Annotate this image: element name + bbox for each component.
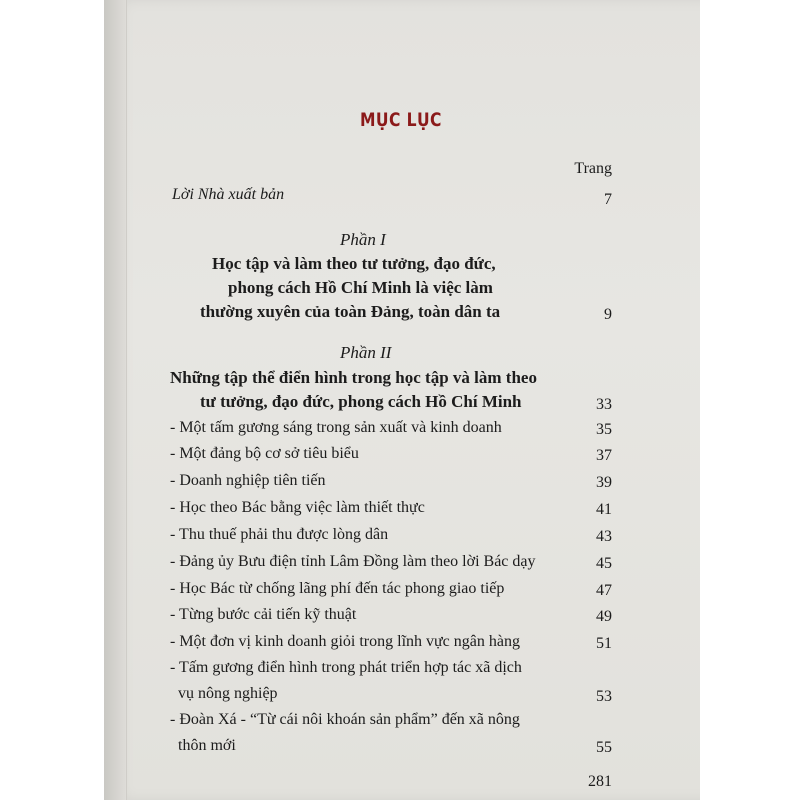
toc-entry-9-page: 51 — [596, 635, 612, 652]
toc-title: MỤC LỤC — [360, 109, 442, 131]
part1-heading-line-2: phong cách Hồ Chí Minh là việc làm — [228, 278, 493, 297]
toc-entry-10-page: 53 — [596, 688, 612, 705]
toc-entry-1-page: 35 — [596, 421, 612, 438]
toc-entry-3-text: - Doanh nghiệp tiên tiến — [170, 472, 326, 489]
toc-entry-11-text-line-2: thôn mới — [178, 737, 236, 754]
toc-entry-8-text: - Từng bước cải tiến kỹ thuật — [170, 606, 357, 623]
part1-label: Phần I — [340, 230, 386, 249]
part2-page: 33 — [596, 396, 612, 413]
toc-entry-2-text: - Một đảng bộ cơ sở tiêu biểu — [170, 445, 359, 462]
toc-entry-8-page: 49 — [596, 608, 612, 625]
toc-entry-7-page: 47 — [596, 582, 612, 599]
part2-heading-line-1: Những tập thể điển hình trong học tập và làm theo — [170, 368, 537, 387]
toc-entry-9-text: - Một đơn vị kinh doanh giỏi trong lĩnh vực ngân hàng — [170, 633, 520, 650]
page-column-header: Trang — [574, 160, 612, 177]
toc-entry-1-text: - Một tấm gương sáng trong sản xuất và kinh doanh — [170, 419, 502, 436]
toc-entry-5-page: 43 — [596, 528, 612, 545]
part1-page: 9 — [604, 306, 612, 323]
toc-entry-2-page: 37 — [596, 447, 612, 464]
toc-entry-10-text-line-2: vụ nông nghiệp — [178, 685, 278, 702]
page-number: 281 — [588, 773, 612, 790]
front-matter-page: 7 — [604, 191, 612, 208]
toc-entry-6-text: - Đảng ủy Bưu điện tỉnh Lâm Đồng làm theo lời Bác dạy — [170, 553, 536, 570]
part2-label: Phần II — [340, 343, 392, 362]
part2-heading-line-2: tư tưởng, đạo đức, phong cách Hồ Chí Minh — [200, 392, 522, 411]
front-matter-label: Lời Nhà xuất bản — [172, 186, 285, 203]
toc-entry-4-text: - Học theo Bác bằng việc làm thiết thực — [170, 499, 425, 516]
toc-entry-5-text: - Thu thuế phải thu được lòng dân — [170, 526, 389, 543]
toc-entry-11-text-line-1: - Đoàn Xá - “Từ cái nôi khoán sản phẩm” đến xã nông — [170, 711, 520, 728]
part1-heading-line-1: Học tập và làm theo tư tưởng, đạo đức, — [212, 254, 496, 273]
toc-entry-11-page: 55 — [596, 739, 612, 756]
part1-heading-line-3: thường xuyên của toàn Đảng, toàn dân ta — [200, 302, 501, 321]
toc-entry-4-page: 41 — [596, 501, 612, 518]
toc-entry-10-text-line-1: - Tấm gương điển hình trong phát triển hợp tác xã dịch — [170, 659, 522, 676]
toc-entry-3-page: 39 — [596, 474, 612, 491]
toc-entry-6-page: 45 — [596, 555, 612, 572]
book-spine — [104, 0, 127, 800]
toc-entry-7-text: - Học Bác từ chống lãng phí đến tác phong giao tiếp — [170, 580, 505, 597]
